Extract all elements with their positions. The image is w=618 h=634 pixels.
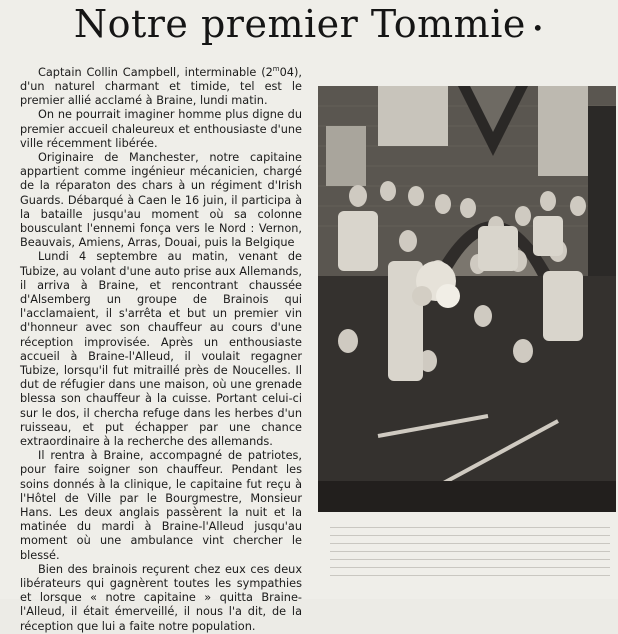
paragraph-2: On ne pourrait imaginer homme plus digne du premier accueil chaleureux et enthousiaste d'une ville récemment libérée. (20, 108, 302, 150)
bleed-line (330, 551, 610, 552)
paragraph-1-start: Captain Collin Campbell, interminable (2 (38, 65, 273, 79)
paragraph-1 (20, 62, 302, 108)
paragraph-1-sup: m (272, 65, 280, 73)
paragraph-4: Lundi 4 septembre au matin, venant de Tubize, au volant d'une auto prise aux Allemands, il arriva à Braine, et rencontrant chaussée d'Alsemberg un groupe de Brainois qui l'acclamaient, il s'arrêta et but un premier vin d'honneur avec son chauffeur au cours d'une réception improvisée. Après un enthousiaste accueil à Braine-l'Alleud, il voulait regagner Tubize, lorsqu'il fut mitraillé près de Noucelles. Il dut de réfugier dans une maison, où une grenade blessa son chauffeur à la cuisse. Portant celui-ci sur le dos, il chercha refuge dans les herbes d'un ruisseau, et put échapper par une chance extraordinaire à la recherche des allemands. (20, 250, 302, 449)
paragraph-1-end: 04), d'un naturel charmant et timide, tel est le premier allié acclamé à Braine, lundi matin. (20, 65, 302, 108)
bleed-line (330, 567, 610, 568)
headline (0, 2, 618, 50)
bleed-line (330, 543, 610, 544)
headline-ornament: • (531, 15, 545, 40)
group-photo-drawing (318, 86, 616, 512)
group-photo (318, 86, 616, 512)
bleed-line (330, 527, 610, 528)
headline-title: Notre premier Tommie (73, 2, 526, 46)
paragraph-5: Il rentra à Braine, accompagné de patriotes, pour faire soigner son chauffeur. Pendant les soins donnés à la clinique, le capitaine fut reçu à l'Hôtel de Ville par le Bourgmestre, Monsieur Hans. Les deux anglais passèrent la nuit et la matinée du mardi à Braine-l'Alleud jusqu'au moment où une ambulance vint chercher le blessé. (20, 449, 302, 562)
article-body (20, 62, 302, 634)
bleed-line (330, 575, 610, 576)
paragraph-6: Bien des brainois reçurent chez eux ces deux libérateurs qui gagnèrent toutes les sympathies et lorsque « notre capitaine » quitta Braine-l'Alleud, il était émerveillé, il nous l'a dit, de la réception que lui a faite notre population. (20, 562, 302, 633)
bleed-line (330, 535, 610, 536)
bleed-line (330, 559, 610, 560)
reverse-side-bleed (330, 520, 610, 592)
paragraph-3: Originaire de Manchester, notre capitaine appartient comme ingénieur mécanicien, chargé de la réparaton des chars à un régiment d'Irish Guards. Débarqué à Caen le 16 juin, il participa à la bataille jusqu'au moment où sa colonne bousculant l'ennemi fonça vers le Nord : Vernon, Beauvais, Amiens, Arras, Douai, puis la Belgique (20, 150, 302, 250)
